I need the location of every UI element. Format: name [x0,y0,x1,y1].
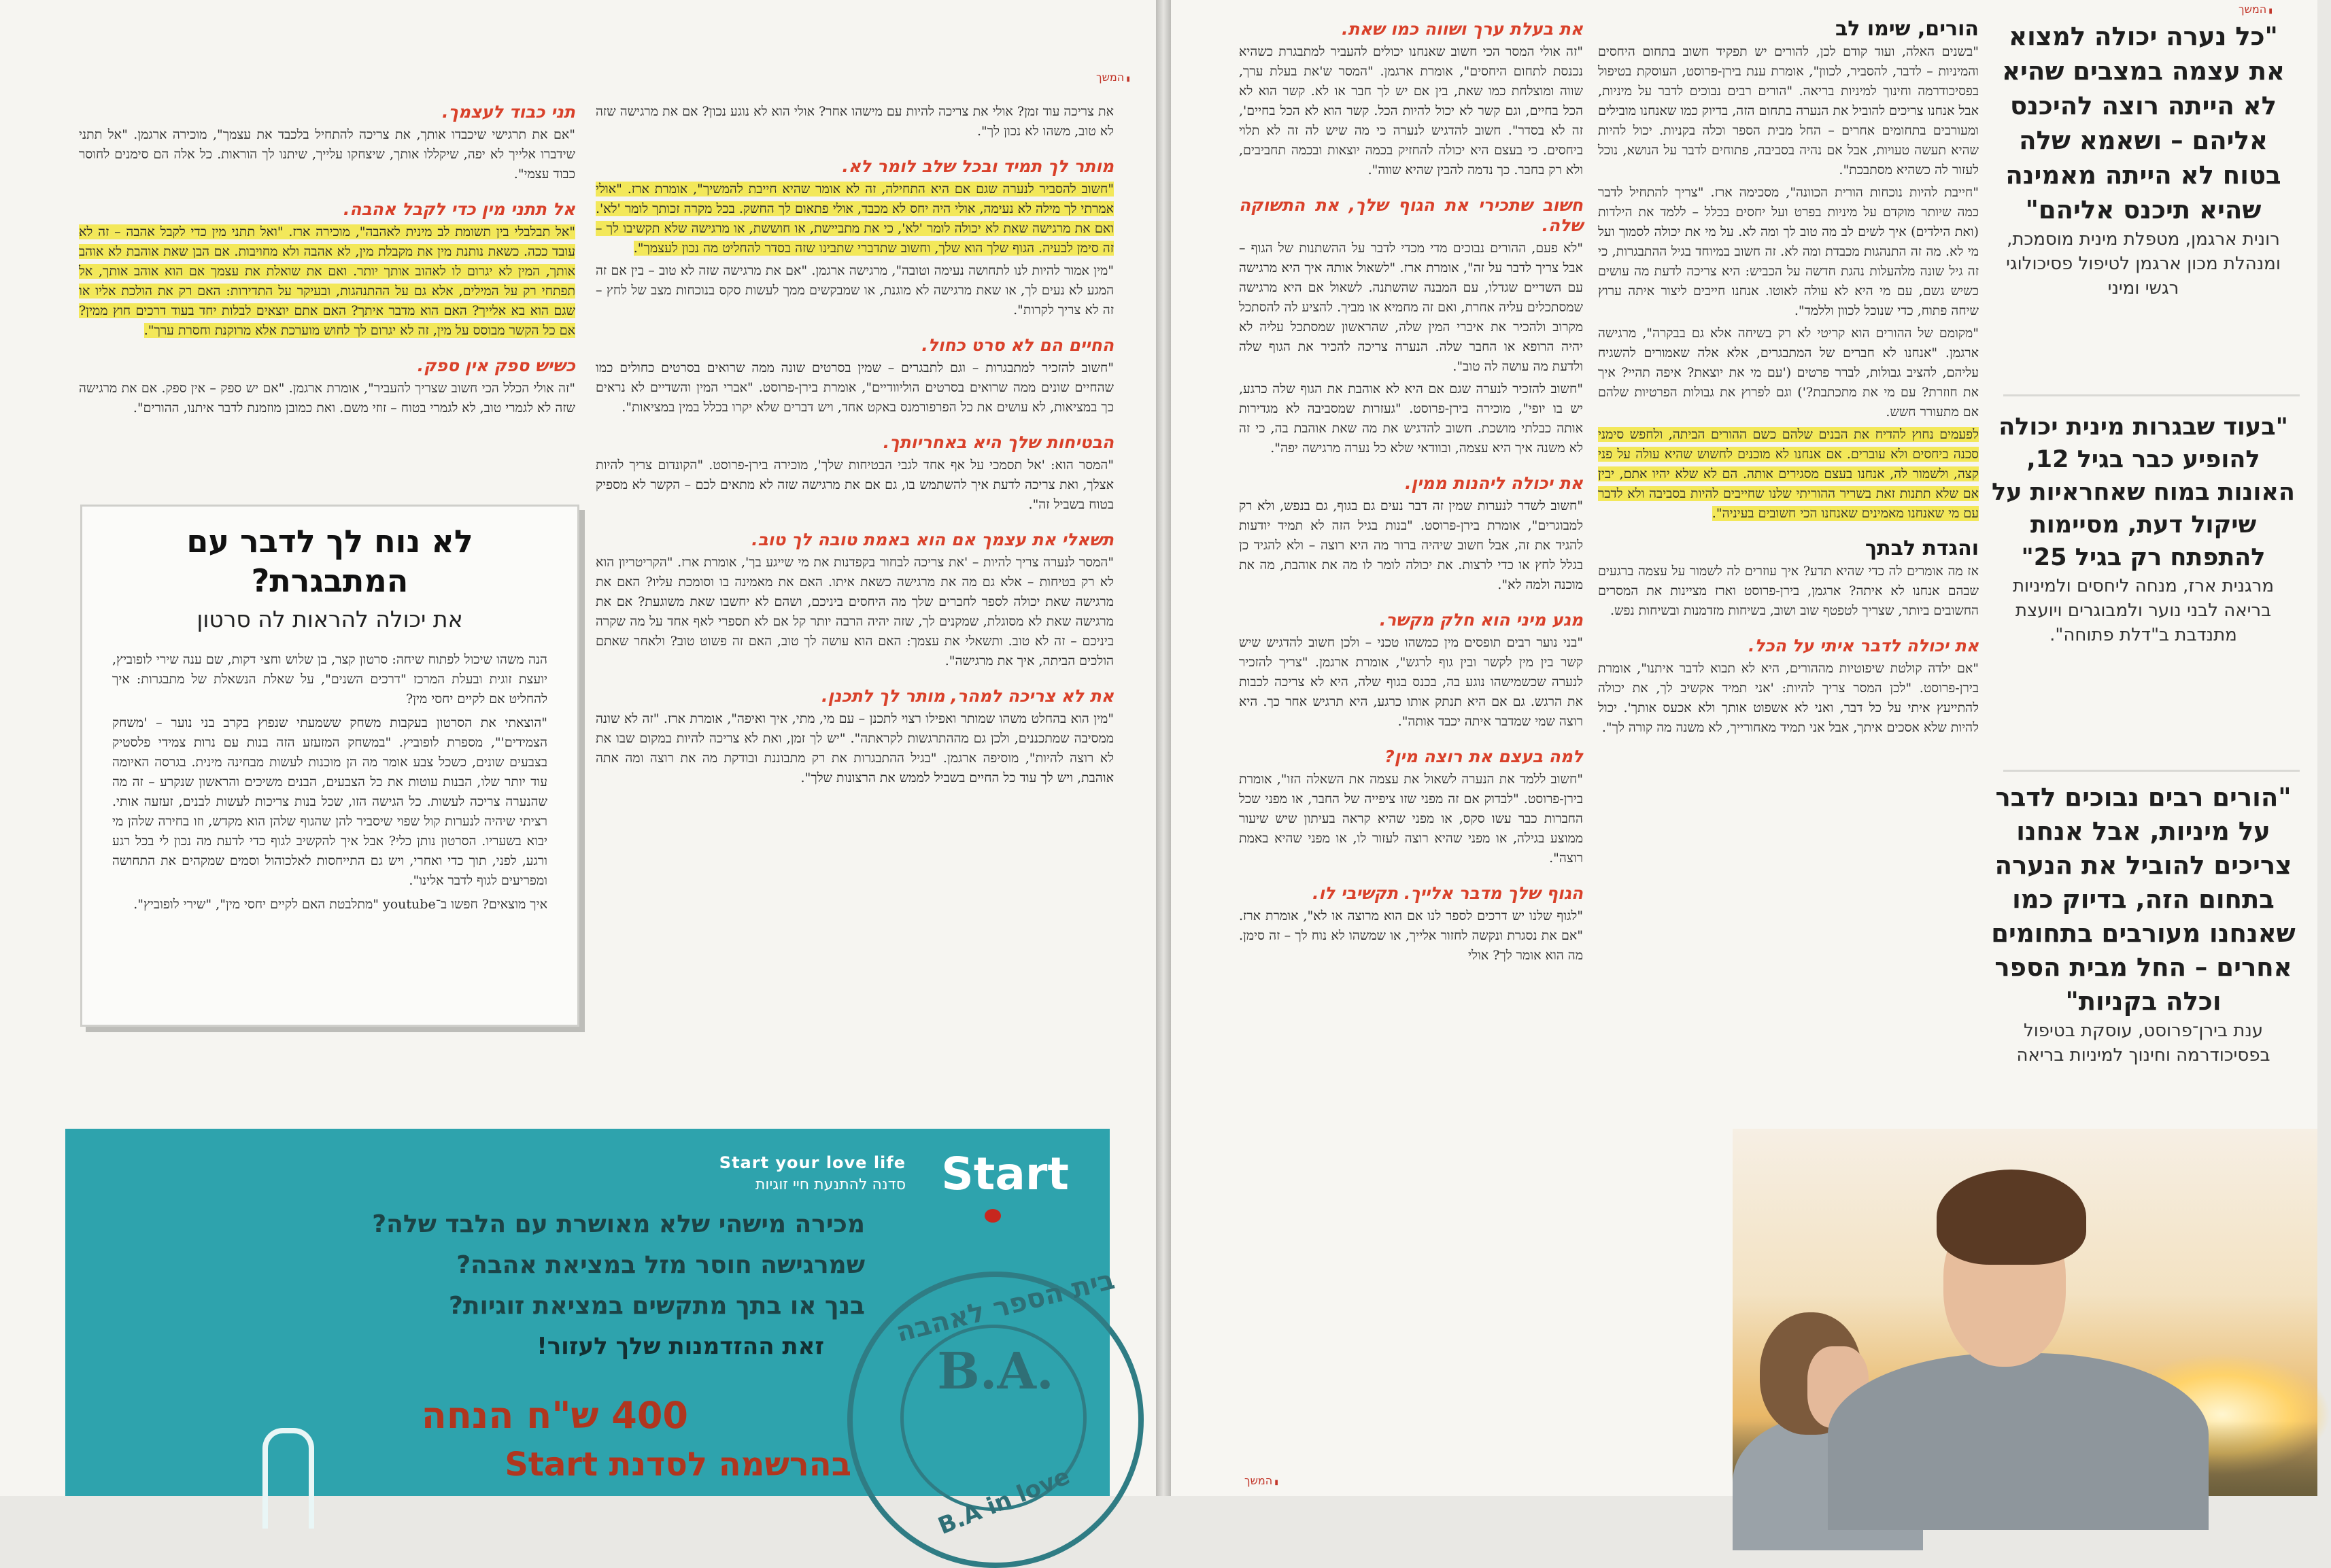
ad-offer-detail: בהרשמה לסדנת Start [505,1446,851,1484]
article-paragraph [1598,324,1979,422]
ad-tagline-en: Start your love life [719,1153,906,1172]
section-lead: הגוף שלך מדבר אלייך. תקשיבי לו. [1312,883,1583,903]
section-lead: למה בעצם את רוצה מין? [1384,747,1583,766]
paragraph-text: "חשוב ללמד את הנערה לשאול את עצמה את השאלה הזו", אומרת בירן-פרוסט. "לבדוק אם זה מפני שזו ציפייה של החבר, או מפני שכל החברות כבר עשו סקס, או מפני שהיא קראה בעיתון שיש שיעור ממוצע בגילה, או מפני שהיא רוצה לעזור לו, או מפני שהיא באמת רוצה". [1239,772,1583,866]
article-paragraph [79,222,575,341]
paragraph-text: "זה אולי הכלל הכי חשוב שצריך להעביר", אומרת ארגמן. "אם יש ספק – אין ספק. אם את מרגישה שזה לא לגמרי טוב, לא לגמרי בטוח – זוזי משם. ואת כמובן מוזמנת לדבר איתנו, ההורים". [79,381,575,415]
divider [2003,394,2300,396]
sidebar-title: לא נוח לך לדבר עם המתבגרת? [186,523,473,599]
paragraph-text: "חשוב לשדר לנערות שמין זה דבר נעים גם בגוף, גם בנפש, ולא רק למבוגרים", אומרת בירן-פרוסט. "בנות בגיל הזה לא תמיד יודעות להגיד את זה, אבל חשוב שיהיה ברור מה היא רוצה – ולא להגיד כן בגלל לחץ או כדי לרצות. את יכולה לומר לו מה את אוהבת, מה את מוכנה ולמה לא". [1239,498,1583,592]
paragraph-text: "לא פעם, ההורים נבוכים מדי מכדי לדבר על ההשתנות של הגוף – אבל צריך לדבר על זה", אומרת ארז. "לשאול אותה איך היא מרגישה עם השדיים שגדלו, עם המבנה שהשתנה. לשאול אם היא מרגישה שמסתכלים עליה אחרת, ואם זה מחמיא או מביך. להציע לה להסתכל מקרוב ולהכיר את איברי המין שלה, שהראשון שמסתכל עליה לא יהיה הרופא או החבר שלה. הנערה צריכה להכיר את הגוף שלה ולדעת מה עושה לה טוב". [1239,241,1583,374]
ad-brand: Start [941,1148,1069,1200]
sidebar-body [112,650,547,915]
pull-quote-text: "כל נערה יכולה למצוא את עצמה במצבים שהיא לא הייתה רוצה להיכנס אליהם – ושאמא שלה בטוח לא הייתה מאמינה שהיא תיכנס אליהם" [2002,22,2285,224]
ad-call-to-action: זאת ההזדמנות שלך לעזור! [537,1333,824,1360]
article-paragraph [596,180,1114,258]
paragraph-text: לפעמים נחוץ להדיח את הבנים שלהם כשם ההורים הביתה, ולחפש סימני סכנה ביחסים ולא עוברים. אם אנחנו לא מוכנים לחשוש שהיא עולה על פני קצה, ולשמור לה, אנחנו בעצם מסגירים אותה. הם לא שלא יהיו אתם, יבין אם שלא תתנות זאת בשריר ההוריתי שלנו שחייבים להיות בסביבה ולא לדבר עם מי שאנחנו מאמינים שאנחנו הכי חשובים בעיניה". [1598,427,1979,521]
stamp-bottom-text: B.A in love [934,1463,1074,1540]
paragraph-text: אז מה אומרים לה כדי שהיא תדע? איך עוזרים לה לשמור על עצמה ברגעים שבהם אנחנו לא איתה? ארגמן, בירן-פרוסט וארז מציינות את המסרים החשובים ביותר, שצריך לטפטף שוב ושוב, בשיחות מזדמנות ובשיחות נפש. [1598,564,1979,618]
ladybug-icon [985,1209,1001,1223]
article-paragraph [596,261,1114,320]
paragraph-text: "מקומם של ההורים הוא קריטי לא רק בשיחה אלא גם בבקרה", מרגישה ארגמן. "אנחנו לא חברים של המתבגרים, אלא אלה שאמורים להשגיח עליהם, להציב גבולות, לברר פרטים ('עם מי את יוצאת? איפה תהיי? איך את חוזרת? עם מי את מתכתבת?') וגם לפרוץ את גבולות הפרטיות שלהם אם מתעורר חשש. [1598,326,1979,420]
section-lead: את בעלת ערך ושווה כמו שאת. [1342,19,1583,39]
article-paragraph [1598,183,1979,321]
continued-marker-bottom: ▮ המשך [1244,1474,1278,1487]
article-paragraph [1598,425,1979,524]
stamp-center: B.A. [937,1342,1054,1401]
paragraph-text: "המסר לנערה צריך להיות – 'את צריכה לבחור בקפדנות את מי שייגע בך', אומרת ארז. "הקריטריון הוא לא רק בטיחות – אלא גם מה את מרגישה כשאת איתו. האם את מאמינה בו וסומכת עליו? האם את מרגישה שאת יכולה לספר לחברים שלך מה היחסים ביניכם, ושהם לא יחשבו שאת משוגעת? אם את מרגישה שאת לא מסוגלת, שמקנים לך, שזה יהיה הרבה יותר קל אם לא תספרי לאף אחד על מה שקרה ביניכם – זה לא טוב. ותשאלי את עצמך: האם הוא עושה לך טוב, האם זה פשוט טוב? ולאחר שאתם הולכים הביתה, איך את מרגישה". [596,555,1114,668]
paragraph-text: "אם את תרגישי שיכבדו אותך, את צריכה להתחיל בלכבד את עצמך", מוכירה ארגמן. "אל תתני שידברו אלייך לא יפה, שיקללו אותך, שיצחקו עלייך, שיתנו לך הוראות. כל אלה הם סימנים לחוסר כבוד עצמי". [79,127,575,182]
article-paragraph [1239,379,1583,458]
paragraph-text: "חייבת להיות נוכחות הורית הכוונה", מסכימה ארז. "צריך להתחיל לדבר כמה שיותר מוקדם על מיניות בפרט ועל יחסים בכלל – ללמד את הילדות (ואת הילדים) איך לשים לב מה טוב לך ומה לא. על מי את יכולה לסמוך ועל מי לא. מה זה התנהגות מכבדת ומה לא. זה חשוב במיוחד בגיל ההתבגרות, כי זה גיל שונה מלהעלות נהגת חדשה על הכביש: היא צריכה לדעת מה עושים כשיש גשם, עם מי היא לא עולה לאוטו. אנחנו חייבים ליצור איתה ערוץ שיחה פתוח, כדי שנוכל לכוון וללמד". [1598,185,1979,318]
paragraph-text: "בני נוער רבים תופסים מין כמשהו טכני – ולכן חשוב להדגיש שיש קשר בין מין לקשר ובין גוף לרגש", אומרת ארגמן. "צריך להזכיר לנערה שכשמישהו נוגע בה, בכנס בגוף שלה, היא לא צריכה לכבות את הרגש. גם אם היא תנתק אותו כרגע, היא תרגיש אחר כך. היא רוצה שמי שמדבר איתה יכבד אותה". [1239,635,1583,729]
paragraph-text: "מין הוא בהחלט משהו שמותר ואפילו רצוי לתכנן – עם מי, מתי, איך ואיפה", אומרת ארז. "זה לא שונה ממסיבה שמתכננים, ולכן גם מההתרגשות לקראתה". "יש לך זמן, ואת לא צריכה להיות במקום שבו את לא רוצה להיות", מוסיפה ארגמן. "בגיל ההתבגרות את רק מתבוננת ובודקת מה את רוצה ומה אתה אוהבת, ויש לך עוד כל החיים בשביל לממש את הרצונות שלך". [596,711,1114,785]
paragraph-text: "מין אמור להיות לנו לתחושה נעימה וטובה", מרגישה ארגמן. "אם את מרגישה שזה לא טוב – בין אם זה המגע לא נעים לך, או שאת מרגישה לא מוגנת, או שמבקשים ממך לעשות סקס בנוכחות מצב של לחץ – זה לא צריך לקרות". [596,263,1114,318]
section-lead: תשאלי את עצמך אם הוא באמת טובה לך טוב. [751,530,1114,549]
sidebar-paragraph: איך מוצאים? חפשו ב־youtube "מתלבטת האם לקיים יחסי מין", "שירי לופוביץ". [133,897,547,912]
stamp-text: בית הספר לאהבה [893,1263,1118,1349]
paragraph-text: "חשוב להזכיר למתבגרות – וגם לתבגרים – שמין בסרטים שונה ממה שרואים בסרטים כחולים כמו שהחיים שונים ממה שרואים בסרטים הוליוודיים", אומרת בירן-פרוסט. "אברי המין והשדיים לא נראים כך במציאות, לא עושים את כל הפרפורמנס באקט אחד, ויש דברים שלא יקרו בכלל במין במציאות". [596,360,1114,415]
section-lead: חשוב שתכירי את הגוף שלך, את התשוקה שלה. [1239,195,1583,235]
section-lead: מותר לך תמיד ובכל שלב לומר לא. [842,156,1114,176]
sidebar-subtitle: את יכולה להראות לה סרטון [197,606,463,632]
continued-marker: ▮ המשך [1096,71,1130,84]
article-paragraph [596,709,1114,788]
section-lead: כשיש ספק אין ספק. [417,356,575,375]
section-lead: הבטיחות שלך היא באחריותך. [883,432,1114,452]
pull-quote-credit: מרגנית ארז, מנחה ליחסים ולמיניות בריאה לבני נוער ולמבוגרים ויועצת מתנדבת ב"דלת פתוחה". [2012,576,2275,645]
hand-graphic [262,1428,314,1529]
article-paragraph [596,102,1114,141]
article-paragraph [79,125,575,184]
pull-quote-credit: ענת בירן־פרוסט, עוסקת בטיפול בפסיכודרמה וחינוך למיניות בריאה [2016,1021,2270,1066]
article-paragraph [596,358,1114,417]
pull-quote-credit: רונית ארגמן, מטפלת מינית מוסמכת, ומנהלת מכון ארגמן לטיפול פסיכולוגי רגשי ומיני [2006,229,2281,299]
boy-hoodie [1828,1353,2209,1530]
article-paragraph [596,553,1114,671]
article-paragraph [1239,770,1583,868]
article-column-left-page-left [79,102,575,483]
page-gutter [1156,0,1171,1496]
section-lead: את לא צריכה למהר, מותר לך לתכנן. [821,686,1114,706]
section-lead: תני כבוד לעצמך. [442,102,575,122]
paragraph-text: "אם ילדה קולטת שיפוטיות מההורים, היא לא תבוא לדבר איתנו", אומרת בירן-פרוסט. "לכן המסר צריך להיות: 'אני תמיד אקשיב לך, את יכולה להתייעץ איתי על כל דבר, ואני לא אשפוט אותך ולא אכעס אותך'. יכול להיות שלא אסכים איתך, אבל אני תמיד מאחורייך, לא משנה מה קורה לך". [1598,661,1979,735]
article-paragraph [1598,659,1979,738]
paragraph-text: "בשנים האלה, ועוד קודם לכן, להורים יש תפקיד חשוב בתחום היחסים והמיניות – לדבר, להסביר, לכוון", אומרת ענת בירן-פרוסט, העוסקת בטיפול בפסיכודרמה וחינוך למיניות בריאה. "הורים רבים נבוכים לדבר על מיניות, אבל אנחנו צריכים להוביל את הנערה בתחום הזה, בדיוק כמו שאנחנו מובילים ומעורבים בתחומים אחרים – החל מבית הספר וכלה בקניות. יכול להיות שהיא תעשה טעויות, אבל אם נהיה בסביבה, פתוחים לדבר על הנושא, נוכל לעזור לה כשהיא מסתבכת". [1598,44,1979,177]
article-column-left-page-right [596,102,1114,1054]
paragraph-text: "חשוב להזכיר לנערה שגם אם היא לא אוהבת את הגוף שלה כרגע, יש בו יופי", מוכירה בירן-פרוסט. "געזרות שמסביבה לא מגדירות אותה כבלתי מושכת. חשוב להדגיש את מה שאת אוהבת בה, כי זה לא משנה איך היא עצמה, ובוודאי שלא כל נערה מרגישה יפה". [1239,381,1583,456]
section-lead: הורים, שימו לב [1835,17,1979,41]
article-paragraph [1598,42,1979,180]
paragraph-text: "אל תבלבלי בין תשומת לב מינית לאהבה", מוכירה ארז. "ואל תתני מין כדי לקבל אהבה – זה לא עובד ככה. כשאת נותנת מין את מקבלת מין, לא אהבה ולא מחויבות. אם הבן שאת אוהבת לא אוהב אותך, המין לא יגרום לו לאהוב אותך יותר. ואם את שואלת את עצמך אם הוא אוהב אותך, אל תפתחי רק על המילים, אלא גם על ההתנהגות, ובעיקר על התדירות: האם רק את הולכת אליו או שגם הוא בא אלייך? האם הוא מדבר איתך? האם אתם יוצאים לבלות יחד בעוד דרכים חוץ ממין? אם כל הקשר מבוסס על מין, זה לא יגרום לך לחוש מוערכת אלא מרוקנת וחסרת ערך". [79,224,575,338]
article-paragraph [1598,562,1979,621]
couple-photo [1733,1129,2317,1496]
section-lead: את יכולה לדבר איתי על הכל. [1748,636,1979,655]
pull-quote [1987,411,2300,647]
article-paragraph [1239,239,1583,377]
paragraph-text: "המסר הוא: 'אל תסמכי על אף אחד לגבי הבטיחות שלך', מוכירה בירן-פרוסט. "הקונדום צריך להיות אצלך, ואת צריכה לדעת איך להשתמש בו, גם אם את מרגישה שזה לא מתאים לכם – הקשר לא מספיק בטוח בשביל זה". [596,458,1114,512]
continued-marker-top: ▮ המשך [2239,3,2273,16]
pull-quote [1987,19,2300,301]
sidebar-paragraph: הנה משהו שיכול לפתוח שיחה: סרטון קצר, בן שלוש וחצי דקות, שם ענה שירי לופוביץ, יועצת זוגית ובעלת המרכז "דרכים השנים", על שאלת הנשאלת של מתבגרות: איך להחליט אם לקיים יחסי מין? [112,652,547,706]
paragraph-text: "זה אולי המסר הכי חשוב שאנחנו יכולים להעביר למתבגרת כשהיא נכנסת לתחום היחסים", אומרת ארגמן. "המסר ש'את בעלת ערך, שווה ומוצלחת כמו שאת, בין אם יש לך חבר או לא. קשר הוא לא הכל בחיים, וגם קשר לא יכול להיות הכל. קשר הוא לא הכל בחיים', זה לא בסדר". חשוב להדגיש לנערה כי מה שיש לה זה לא תלוי ביחסים. כי בעצם היא יכולה להחזיק בכמה יוצאות ובכמה תחביבים, ולא רק בחבר. כך נדמה להבין שהיא שווה". [1239,44,1583,177]
pull-quote [1987,781,2300,1068]
paragraph-text: "לגוף שלנו יש דרכים לספר לנו אם הוא מרוצה או לא", אומרת ארז. "אם את נסגרת ונקשה לחזור אלייך, או שמשהו לא נוח לך – זה סימן. מה הוא אומר לך? אולי [1239,908,1583,963]
advertisement[interactable] [65,1129,1118,1540]
ad-question: שמרגישה חוסר מזל במציאת אהבה? [456,1251,865,1279]
ad-offer-discount: 400 ש"ח הנחה [421,1394,688,1437]
article-paragraph [1239,42,1583,180]
section-lead: אל תתני מין כדי לקבל אהבה. [343,199,575,219]
section-lead: מגע מיני הוא חלק מקשר. [1379,610,1583,630]
article-column-right-page-left [1239,19,1583,1474]
article-paragraph [1239,633,1583,732]
ad-question: בנך או בתך מתקשים במציאת זוגיות? [449,1292,865,1320]
pull-quote-text: "הורים רבים נבוכים לדבר על מיניות, אבל אנחנו צריכים להוביל את הנערה בתחום הזה, בדיוק כמו שאנחנו מעורבים בתחומים אחרים – החל מבית הספר וכלה בקניות" [1991,783,2296,1016]
paragraph-text: "חשוב להסביר לנערה שגם אם היא התחילה, זה לא אומר שהיא חייבת להמשיך", אומרת ארז. "אולי אמרתי לך מילה לא נעימה, אולי היה יחס לא מכבד, אולי פתאום לך החשק. בכל מקרה זכותך לומר 'לא'. ואם את מרגישה שאת לא יכולה לומר 'לא', כי את מתביישת, או חוששת, או מרגישה שלא תקשיבו לך – זה סימן לבעיה. הגוף שלך הוא שלך, וחשוב שתדברי שתבינו שזה בסדר להחליט מה נכון לעצמך". [596,182,1115,256]
boy-hair [1937,1170,2086,1265]
section-lead: את יכולה ליהנות ממין. [1404,473,1583,493]
section-lead: החיים הם לא סרט כחול. [921,335,1114,355]
left-page [0,0,1156,1540]
pull-quote-text: "בעוד שבגרות מינית יכולה להופיע כבר בגיל 12, האונות במוח שאחראיות על שיקול דעת, מסיימות להתפתח רק בגיל 25" [1992,413,2295,571]
paragraph-text: את צריכה עוד זמן? אולי את צריכה להיות עם מישהו אחר? אולי הוא לא נוגע נכון? אם את מרגישה שזה לא טוב, משהו לא נכון לך". [596,104,1114,139]
ad-question: מכירה מישהי שלא מאושרת עם הלבד שלה? [372,1210,865,1238]
divider [2003,770,2300,772]
section-lead: והגדת לבתך [1865,536,1979,560]
article-paragraph [1239,906,1583,966]
school-of-love-stamp [847,1263,1144,1568]
article-paragraph [79,379,575,418]
article-paragraph [1239,496,1583,595]
sidebar-box [80,505,579,1027]
ad-tagline-he: סדנה להתנעת חיי זוגיות [755,1176,906,1193]
article-paragraph [596,456,1114,515]
sidebar-paragraph: "הוצאתי את הסרטון בעקבות משחק ששמעתי שנפוץ בקרב בני נוער – 'משחק הצמידים'", מספרת לופוביץ. "במשחק המזעזע הזה בנות עם נרות צמידי פלסטיק בצבעים שונים, כשכל צבע אומר מה הן מוכנות לעשות מבחינה מינית. בגרסה האיומה עוד יותר שלו, הבנות עוטות את כל הצבעים, הבנים משיכים והראשון שנקרע – זה מה שהנערה צריכה לעשות. כל הגישה הזו, שכל בנות צריכות לעשות לבנים, זעזעה אותי. רציתי שיהיה לנערות קול שפוי שיסביר להן שהגוף שלהן הוא מקדש, וזו בחירה שלהן מי יבוא בשעריו. הסרטון נותן כלי? אבל איך להקשיב לגוף כדי לדעת מה נכון לי בכל רגע ורגע, לפני, תוך כדי ואחרי, ויש גם התייחסות לאלכוהול וסמים שמקהים את התחושה ומפריעים לגוף לדבר אלינו". [112,715,547,888]
